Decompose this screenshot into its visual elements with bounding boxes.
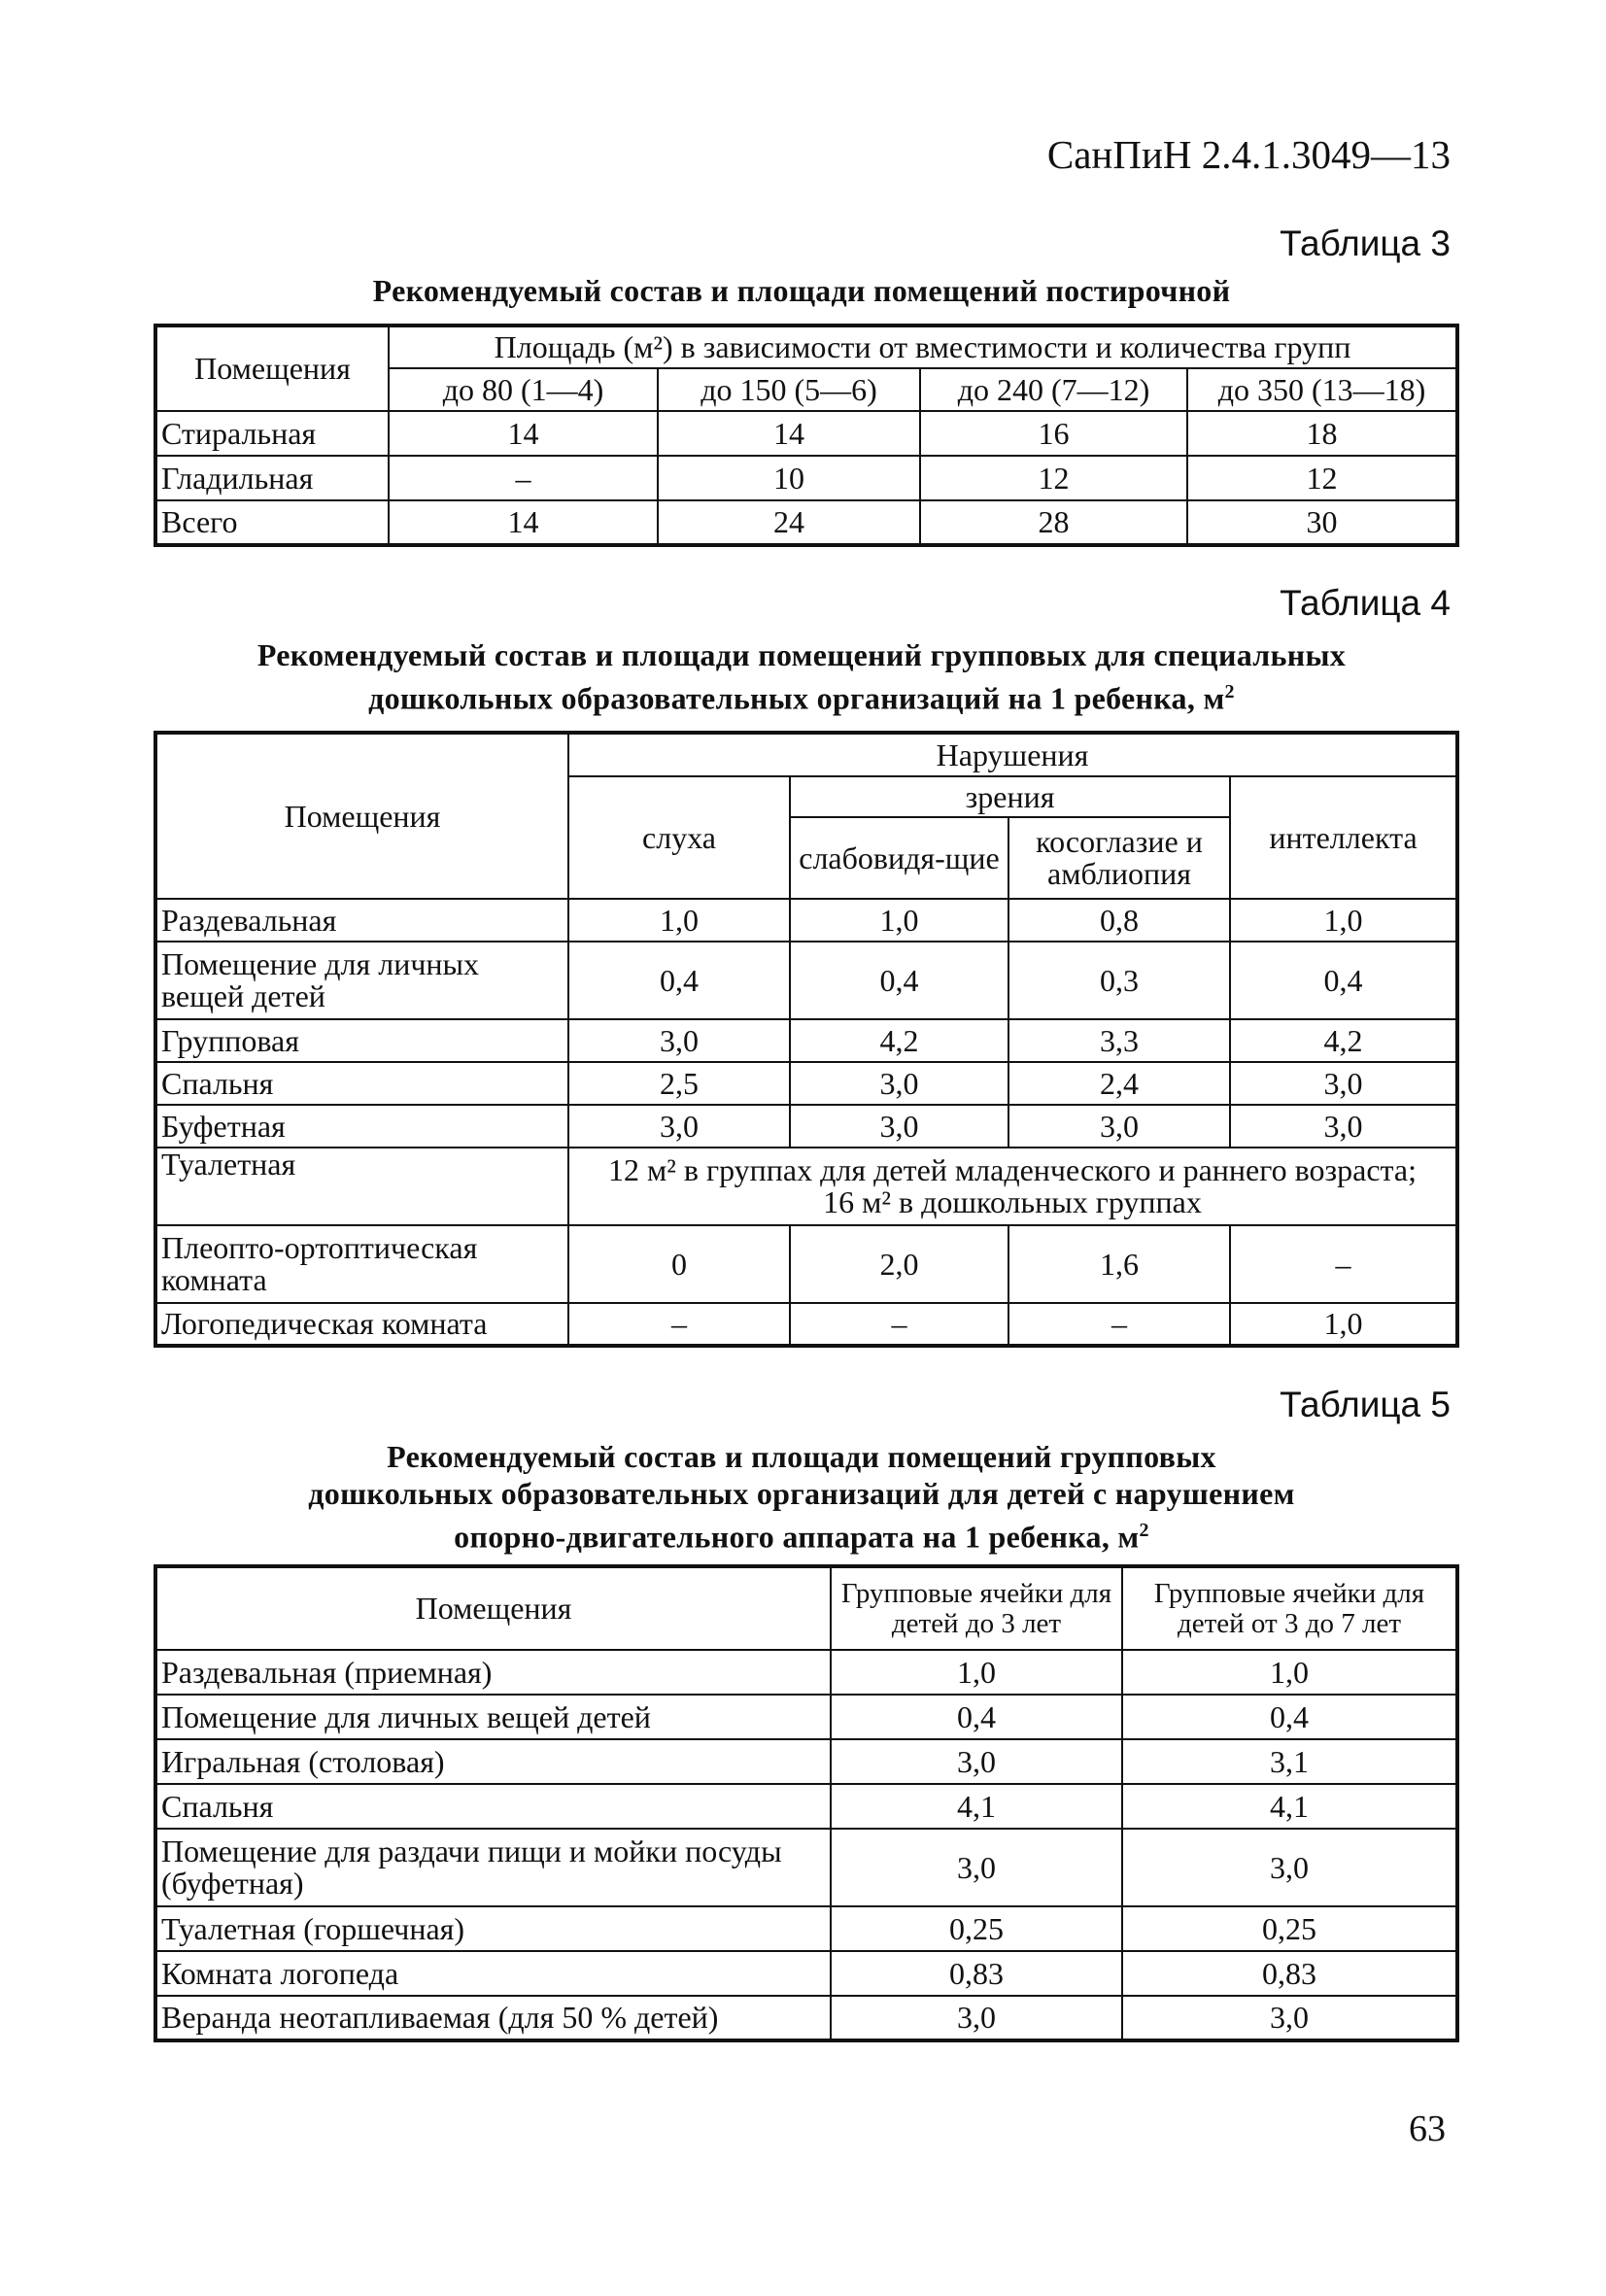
cell: – xyxy=(1008,1303,1230,1346)
cell: 3,0 xyxy=(831,1996,1122,2040)
cell: 2,5 xyxy=(568,1062,790,1105)
cell: 1,0 xyxy=(1230,899,1457,942)
cell: 3,0 xyxy=(831,1739,1122,1784)
cell: 4,2 xyxy=(790,1019,1008,1062)
table4-title-line1: Рекомендуемый состав и площади помещений групповых для специальных xyxy=(256,637,1347,672)
cell: – xyxy=(1230,1225,1457,1303)
cell: 16 xyxy=(920,411,1187,456)
table4-label: Таблица 4 xyxy=(1280,583,1451,623)
cell: 3,0 xyxy=(1122,1829,1457,1906)
table4-head-hearing: слуха xyxy=(568,776,790,899)
cell: 30 xyxy=(1187,500,1457,545)
cell: 3,3 xyxy=(1008,1019,1230,1062)
table4-head-rooms: Помещения xyxy=(155,733,568,899)
cell: 3,0 xyxy=(790,1105,1008,1148)
table4-head-violations: Нарушения xyxy=(568,733,1457,776)
cell: 3,0 xyxy=(1230,1105,1457,1148)
table3-col-1: до 80 (1—4) xyxy=(389,368,658,411)
row-name: Гладильная xyxy=(155,456,389,500)
row-name: Буфетная xyxy=(155,1105,568,1148)
row-name: Раздевальная xyxy=(155,899,568,942)
table4-head-vision: зрения xyxy=(790,776,1230,817)
cell: 3,0 xyxy=(1230,1062,1457,1105)
cell: 12 xyxy=(1187,456,1457,500)
cell: 0,8 xyxy=(1008,899,1230,942)
table-row xyxy=(155,1829,1457,1906)
cell: 0,25 xyxy=(1122,1906,1457,1951)
cell: 1,0 xyxy=(1122,1650,1457,1695)
table4-head-intellect: интеллекта xyxy=(1230,776,1457,899)
cell: 1,6 xyxy=(1008,1225,1230,1303)
table3-label: Таблица 3 xyxy=(1280,223,1451,263)
table-row xyxy=(155,1906,1457,1951)
table-row xyxy=(155,1650,1457,1695)
table-row xyxy=(155,899,1457,942)
row-name: Помещение для раздачи пищи и мойки посуды (буфетная) xyxy=(155,1829,831,1906)
table5-title-line3-text: опорно-двигательного аппарата на 1 ребенка, м xyxy=(454,1519,1140,1555)
row-name: Логопедическая комната xyxy=(155,1303,568,1346)
table5-header-row xyxy=(155,1566,1457,1650)
table5-head-rooms: Помещения xyxy=(155,1566,831,1650)
cell: 0,4 xyxy=(831,1695,1122,1739)
row-name: Всего xyxy=(155,500,389,545)
cell: 0,25 xyxy=(831,1906,1122,1951)
table3-title: Рекомендуемый состав и площади помещений постирочной xyxy=(372,273,1231,308)
table4-head-lowvision: слабовидя-щие xyxy=(790,817,1008,899)
table-row xyxy=(155,1062,1457,1105)
cell: 0,83 xyxy=(831,1951,1122,1996)
cell: 0,3 xyxy=(1008,942,1230,1019)
table3-head-rooms: Помещения xyxy=(155,326,389,411)
row-name: Плеопто-ортоптическая комната xyxy=(155,1225,568,1303)
table5-title xyxy=(146,1438,1457,1556)
cell: 1,0 xyxy=(790,899,1008,942)
row-name: Помещение для личных вещей детей xyxy=(155,942,568,1019)
cell: – xyxy=(790,1303,1008,1346)
table5-title-line2: дошкольных образовательных организаций для детей с нарушением xyxy=(308,1476,1295,1511)
table-row xyxy=(155,1225,1457,1303)
table-row xyxy=(155,942,1457,1019)
cell: 1,0 xyxy=(568,899,790,942)
row-name: Туалетная (горшечная) xyxy=(155,1906,831,1951)
page-number: 63 xyxy=(1409,2108,1446,2149)
table4-title xyxy=(146,636,1457,717)
row-name: Веранда неотапливаемая (для 50 % детей) xyxy=(155,1996,831,2040)
cell: 3,0 xyxy=(568,1105,790,1148)
cell: – xyxy=(389,456,658,500)
cell: 1,0 xyxy=(1230,1303,1457,1346)
table-row xyxy=(155,1784,1457,1829)
cell: 4,1 xyxy=(831,1784,1122,1829)
cell: 0,4 xyxy=(790,942,1008,1019)
superscript: 2 xyxy=(1139,1520,1149,1541)
cell: 12 xyxy=(920,456,1187,500)
cell: 3,0 xyxy=(1008,1105,1230,1148)
table3-col-4: до 350 (13—18) xyxy=(1187,368,1457,411)
table5-head-col2: Групповые ячейки для детей от 3 до 7 лет xyxy=(1122,1566,1457,1650)
table4-header-row xyxy=(155,733,1457,776)
table5 xyxy=(154,1564,1459,2042)
table3-col-3: до 240 (7—12) xyxy=(920,368,1187,411)
row-name: Спальня xyxy=(155,1062,568,1105)
table-row xyxy=(155,1951,1457,1996)
table-row xyxy=(155,1019,1457,1062)
cell: 3,0 xyxy=(790,1062,1008,1105)
row-name: Стиральная xyxy=(155,411,389,456)
cell: 0 xyxy=(568,1225,790,1303)
row-name: Игральная (столовая) xyxy=(155,1739,831,1784)
cell: 0,4 xyxy=(1230,942,1457,1019)
table3 xyxy=(154,324,1459,547)
cell: 3,0 xyxy=(1122,1996,1457,2040)
cell: 14 xyxy=(389,500,658,545)
table4-head-strabismus: косоглазие и амблиопия xyxy=(1008,817,1230,899)
cell: 3,0 xyxy=(831,1829,1122,1906)
row-name: Групповая xyxy=(155,1019,568,1062)
cell: 10 xyxy=(658,456,920,500)
table-row xyxy=(155,1303,1457,1346)
cell: 14 xyxy=(658,411,920,456)
table-row xyxy=(155,1105,1457,1148)
cell: – xyxy=(568,1303,790,1346)
cell: 4,2 xyxy=(1230,1019,1457,1062)
cell: 1,0 xyxy=(831,1650,1122,1695)
cell: 3,1 xyxy=(1122,1739,1457,1784)
cell: 3,0 xyxy=(568,1019,790,1062)
row-name: Комната логопеда xyxy=(155,1951,831,1996)
table5-title-line1: Рекомендуемый состав и площади помещений групповых xyxy=(387,1439,1216,1474)
cell: 14 xyxy=(389,411,658,456)
cell: 0,83 xyxy=(1122,1951,1457,1996)
cell: 24 xyxy=(658,500,920,545)
table4 xyxy=(154,731,1459,1348)
table4-title-line2-text: дошкольных образовательных организаций на 1 ребенка, м xyxy=(368,680,1225,716)
row-name: Спальня xyxy=(155,1784,831,1829)
toilet-note: 12 м² в группах для детей младенческого и раннего возраста; 16 м² в дошкольных группах xyxy=(568,1148,1457,1225)
table-row xyxy=(155,456,1457,500)
cell: 28 xyxy=(920,500,1187,545)
table3-col-2: до 150 (5—6) xyxy=(658,368,920,411)
table3-head-area: Площадь (м²) в зависимости от вместимости и количества групп xyxy=(389,326,1457,368)
cell: 4,1 xyxy=(1122,1784,1457,1829)
table-row xyxy=(155,1996,1457,2040)
cell: 0,4 xyxy=(1122,1695,1457,1739)
table3-header-row xyxy=(155,326,1457,368)
table-row xyxy=(155,1695,1457,1739)
table-row xyxy=(155,500,1457,545)
cell: 0,4 xyxy=(568,942,790,1019)
row-name: Раздевальная (приемная) xyxy=(155,1650,831,1695)
document-code: СанПиН 2.4.1.3049—13 xyxy=(1046,132,1451,177)
table-row xyxy=(155,1739,1457,1784)
cell: 18 xyxy=(1187,411,1457,456)
row-name: Помещение для личных вещей детей xyxy=(155,1695,831,1739)
row-name: Туалетная xyxy=(155,1148,568,1225)
cell: 2,4 xyxy=(1008,1062,1230,1105)
table-row xyxy=(155,411,1457,456)
table5-head-col1: Групповые ячейки для детей до 3 лет xyxy=(831,1566,1122,1650)
table5-title-line3 xyxy=(146,1512,1457,1556)
table-row xyxy=(155,1148,1457,1225)
table4-title-line2 xyxy=(146,673,1457,717)
cell: 2,0 xyxy=(790,1225,1008,1303)
table5-label: Таблица 5 xyxy=(1280,1385,1451,1424)
superscript: 2 xyxy=(1224,681,1235,703)
